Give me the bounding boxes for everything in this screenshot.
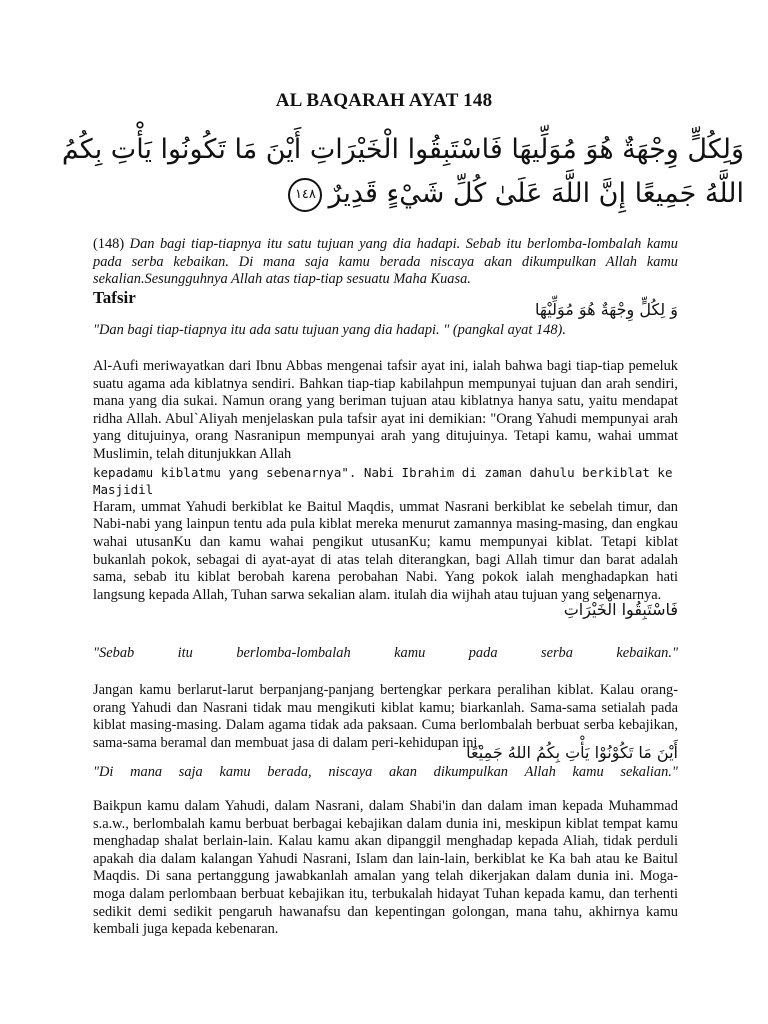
verse-line-2 (196, 172, 744, 216)
quote-3-word: sekalian." (620, 764, 678, 780)
translation-paragraph (93, 236, 678, 289)
quote-2-word: pada (468, 645, 498, 661)
translation-text: Dan bagi tiap-tiapnya itu satu tujuan yang dia hadapi. Sebab itu berlomba-lombalah kamu pada serba kebaikan. Di mana saja kamu berada niscaya akan dikumpulkan Allah kamu sekalian.Sesungguhnya Allah atas tiap-tiap sesuatu Maha Kuasa. (93, 236, 678, 288)
quran-verse-image (61, 128, 744, 216)
quote-2-word: itu (177, 645, 193, 661)
quote-3-word: akan (388, 764, 417, 780)
tafsir-paragraph-3: Baikpun kamu dalam Yahudi, dalam Nasrani, dalam Shabi'in dan dalam iman kepada Muhammad s.a.w., berlombalah kamu berbuat berbagai kebajikan dalam dunia ini, meskipun kiblat tempat kamu menghadap shalat berlain-lain. Kalau kamu akan dipanggil menghadap kepada Aliah, tidak perduli apakah dia dalam kalangan Yahudi Nasrani, Islam dan lain-lain, berkiblat ke Ka bah atau ke Baitul Maqdis. Di sana pertanggung jawabkanlah amalan yang telah dikerjakan dalam dunia ini. Moga-moga dalam perlombaan berbuat kebajikan itu, terbukalah hidayat Tuhan kepada kamu, dan terhenti sedikit demi sedikit pengaruh hawanafsu dan kepentingan golongan, mana tahu, akhirnya kamu kembali juga kepada kebenaran. (93, 798, 678, 938)
tafsir-quote-3 (93, 764, 678, 782)
translation-number: (148) (93, 236, 125, 252)
tafsir-arabic-2: فَاسْتَبِقُوا الْخَيْرَاتِ (563, 600, 678, 619)
quote-3-word: berada, (267, 764, 312, 780)
quote-3-word: saja (178, 764, 203, 780)
quote-2-word: kamu (394, 645, 426, 661)
quote-3-word: mana (130, 764, 163, 780)
page-title: AL BAQARAH AYAT 148 (275, 90, 493, 111)
quote-3-word: kamu (572, 764, 604, 780)
tafsir-heading: Tafsir (93, 288, 136, 307)
tafsir-paragraph-1-part-c: Haram, ummat Yahudi berkiblat ke Baitul Maqdis, ummat Nasrani berkiblat ke sebelah timur, dan Nabi-nabi yang lainpun tentu ada pula kiblat mereka menurut zamannya masing-masing, dan engkau wahai utusanKu dan kamu wahai pengikut utusanKu; kamu mempunyai kiblat. Tetapi kiblat bukanlah pokok, sebagai di ayat-ayat di atas telah diterangkan, bagi Allah timur dan barat adalah sama, sebab itu kiblat berobah karena perobahan Nabi. Yang pokok ialah menghadapkan hati langsung kepada Allah, Tuhan sarwa sekalian alam. itulah dia wijhah atau tujuan yang sebenarnya. (93, 498, 678, 603)
tafsir-quote-2 (93, 645, 678, 663)
quote-3-word: dikumpulkan (433, 764, 508, 780)
tafsir-paragraph-1-part-b: kepadamu kiblatmu yang sebenarnya". Nabi Ibrahim di zaman dahulu berkiblat ke Masjidil (93, 464, 673, 498)
tafsir-arabic-3: أَيْنَ مَا تَكُوْنُوْا يَأْتِ بِكُمُ اللهُ جَمِيْعًا (466, 743, 678, 762)
quote-3-word: niscaya (328, 764, 373, 780)
verse-line-1: وَلِكُلٍّ وِجْهَةٌ هُوَ مُوَلِّيهَا فَاسْتَبِقُوا الْخَيْرَاتِ أَيْنَ مَا تَكُونُوا يَأْتِ بِكُمُ (61, 134, 744, 165)
tafsir-quote-1: "Dan bagi tiap-tiapnya itu ada satu tujuan yang dia hadapi. " (pangkal ayat 148). (93, 322, 566, 338)
tafsir-paragraph-1 (93, 358, 678, 604)
quote-3-word: "Di (93, 764, 114, 780)
quote-2-word: kebaikan." (616, 645, 678, 661)
quote-3-word: kamu (219, 764, 251, 780)
quote-2-word: serba (540, 645, 573, 661)
tafsir-paragraph-1-part-a: Al-Aufi meriwayatkan dari Ibnu Abbas mengenai tafsir ayat ini, ialah bahwa bagi tiap-tiap pemeluk suatu agama ada kiblatnya sendiri. Bahkan tiap-tiap kabilahpun mempunyai tujuan dan arah sendiri, mana yang dia sukai. Namun orang yang beriman tujuan atau kiblatnya hanya satu, yaitu mendapat ridha Allah. Abul`Aliyah menjelaskan pula tafsir ayat ini demikian: "Orang Yahudi mempunyai arah yang ditujuinya, orang Nasranipun mempunyai arah yang ditujuinya. Tetapi kamu, wahai ummat Muslimin, telah ditunjukkan Allah (93, 358, 678, 462)
ayah-number-marker: ١٤٨ (288, 178, 322, 212)
quote-2-word: "Sebab (93, 645, 135, 661)
quote-3-word: Allah (524, 764, 556, 780)
tafsir-arabic-1: وَ لِكُلٍّ وِجْهَةٌ هُوَ مُوَلِّيْهَا (535, 300, 678, 319)
quote-2-word: berlomba-lombalah (236, 645, 351, 661)
verse-line-2-text: اللَّهُ جَمِيعًا إِنَّ اللَّهَ عَلَىٰ كُلِّ شَيْءٍ قَدِيرٌ (328, 178, 744, 209)
tafsir-paragraph-2: Jangan kamu berlarut-larut berpanjang-panjang bertengkar perkara peralihan kiblat. Kalau orang-orang Yahudi dan Nasrani tidak mau mengikuti kiblat kamu; biarkanlah. Sama-sama setialah pada kiblat masing-masing. Dalam agama tidak ada paksaan. Cuma berlombalah berbuat serba kebajikan, sama-sama beramal dan membuat jasa di dalam peri-kehidupan ini. (93, 682, 678, 751)
